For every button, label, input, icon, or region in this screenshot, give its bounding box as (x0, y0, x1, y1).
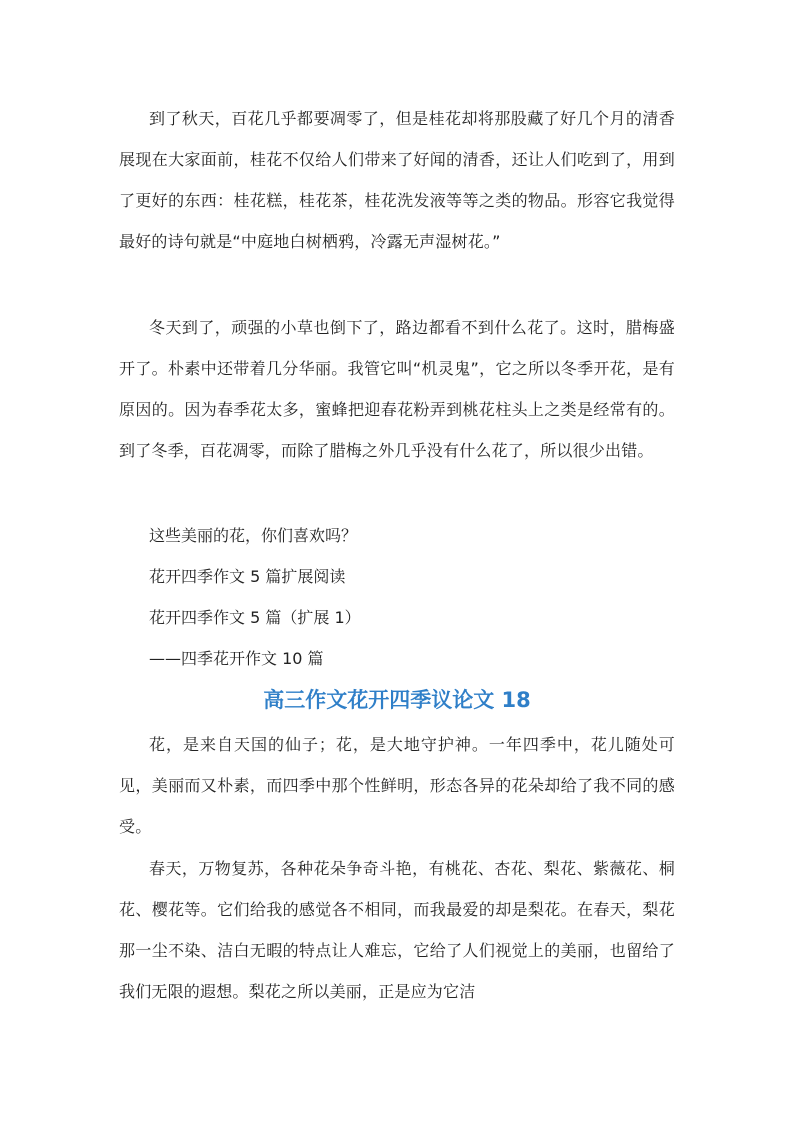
extended-reading-line: 花开四季作文 5 篇扩展阅读 (149, 567, 346, 586)
paragraph-winter: 冬天到了，顽强的小草也倒下了，路边都看不到什么花了。这时，腊梅盛开了。朴素中还带着几分华丽。我管它叫“机灵鬼”，它之所以冬季开花，是有原因的。因为春季花太多，蜜蜂把迎春花粉弄到桃花柱头上之类是经常有的。到了冬季，百花凋零，而除了腊梅之外几乎没有什么花了，所以很少出错。 (119, 318, 675, 460)
paragraph-intro: 花，是来自天国的仙子；花，是大地守护神。一年四季中，花儿随处可见，美丽而又朴素，而四季中那个性鲜明，形态各异的花朵却给了我不同的感受。 (119, 735, 675, 836)
paragraph-autumn: 到了秋天，百花几乎都要凋零了，但是桂花却将那股藏了好几个月的清香展现在大家面前，桂花不仅给人们带来了好闻的清香，还让人们吃到了，用到了更好的东西：桂花糕，桂花茶，桂花洗发液等等之类的物品。形容它我觉得最好的诗句就是“中庭地白树栖鸦，冷露无声湿树花。” (119, 109, 675, 251)
paragraph-spring: 春天，万物复苏，各种花朵争奇斗艳，有桃花、杏花、梨花、紫薇花、桐花、樱花等。它们给我的感觉各不相同，而我最爱的却是梨花。在春天，梨花那一尘不染、洁白无暇的特点让人难忘，它给了人们视觉上的美丽，也留给了我们无限的遐想。梨花之所以美丽，正是应为它洁 (119, 859, 675, 1001)
extension-line: 花开四季作文 5 篇（扩展 1） (149, 608, 361, 627)
section-heading: 高三作文花开四季议论文 18 (263, 688, 531, 712)
question-line: 这些美丽的花，你们喜欢吗？ (149, 526, 358, 545)
subtitle-line: ——四季花开作文 10 篇 (149, 649, 324, 668)
